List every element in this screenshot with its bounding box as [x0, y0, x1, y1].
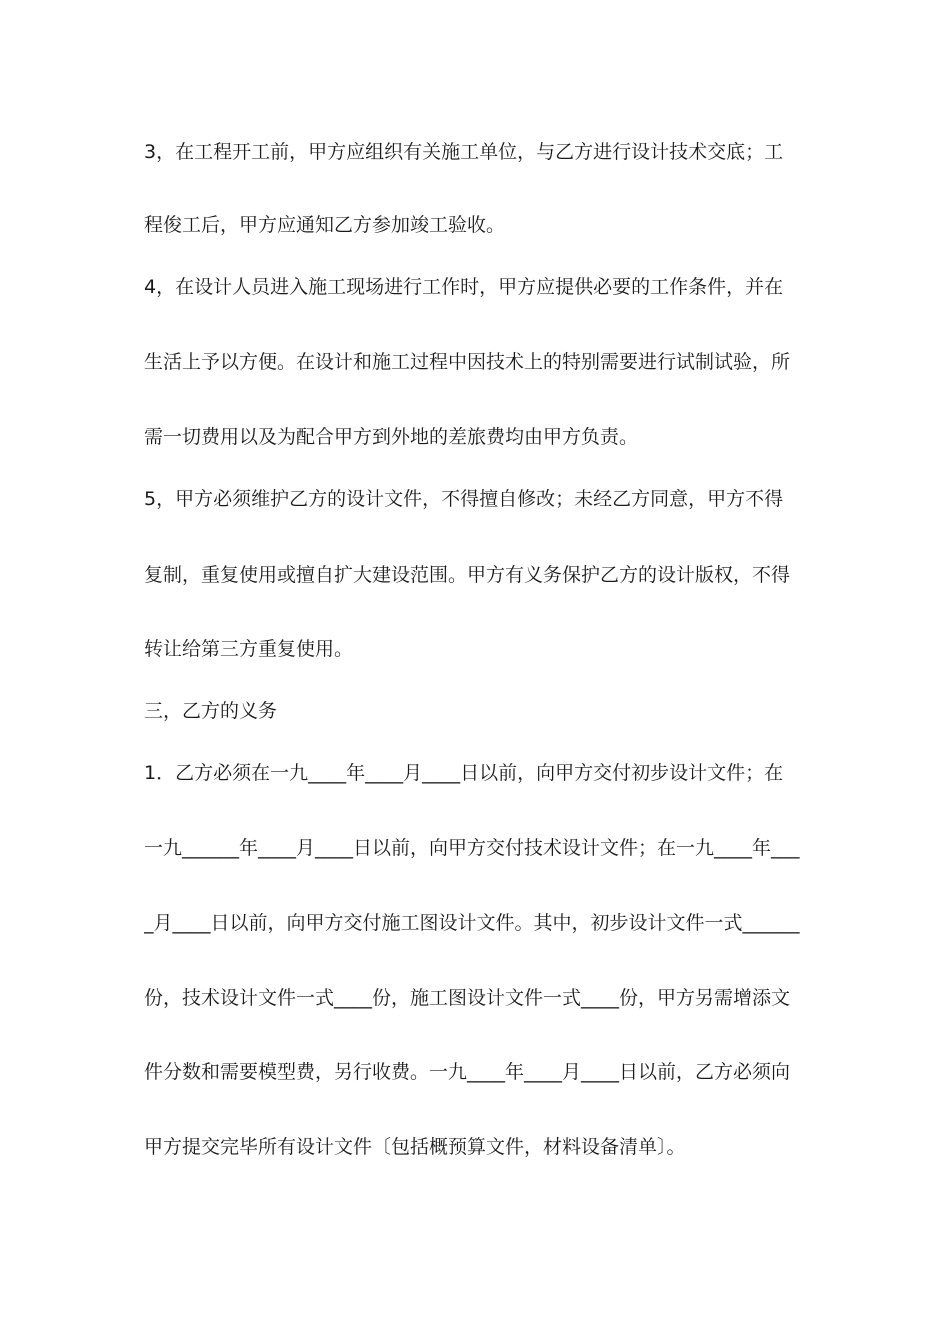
clause-1-line-4: 份，技术设计文件一式____份，施工图设计文件一式____份，甲方另需增添文: [144, 987, 791, 1009]
paragraph-4-line-2: 生活上予以方便。在设计和施工过程中因技术上的特别需要进行试制试验，所: [144, 351, 791, 373]
paragraph-5-line-3: 转让给第三方重复使用。: [144, 638, 354, 660]
paragraph-4-line-1: 4，在设计人员进入施工现场进行工作时，甲方应提供必要的工作条件，并在: [144, 276, 784, 298]
clause-1-line-2: 一九______年____月____日以前，向甲方交付技术设计文件；在一九____年___: [144, 837, 800, 859]
clause-1-line-1: 1．乙方必须在一九____年____月____日以前，向甲方交付初步设计文件；在: [144, 762, 784, 784]
paragraph-4-line-3: 需一切费用以及为配合甲方到外地的差旅费均由甲方负责。: [144, 426, 639, 448]
clause-1-line-5: 件分数和需要模型费，另行收费。一九____年____月____日以前，乙方必须向: [144, 1061, 791, 1083]
paragraph-5-line-2: 复制，重复使用或擅自扩大建设范围。甲方有义务保护乙方的设计版权，不得: [144, 564, 791, 586]
paragraph-5-line-1: 5，甲方必须维护乙方的设计文件，不得擅自修改；未经乙方同意，甲方不得: [144, 488, 784, 510]
clause-1-line-6: 甲方提交完毕所有设计文件〔包括概预算文件，材料设备清单〕。: [144, 1136, 686, 1158]
paragraph-3-line-1: 3，在工程开工前，甲方应组织有关施工单位，与乙方进行设计技术交底；工: [144, 141, 784, 163]
clause-1-line-3: _月____日以前，向甲方交付施工图设计文件。其中，初步设计文件一式______: [144, 912, 800, 934]
paragraph-3-line-2: 程俊工后，甲方应通知乙方参加竣工验收。: [144, 214, 506, 236]
section-heading-party-b-obligations: 三，乙方的义务: [144, 700, 278, 722]
